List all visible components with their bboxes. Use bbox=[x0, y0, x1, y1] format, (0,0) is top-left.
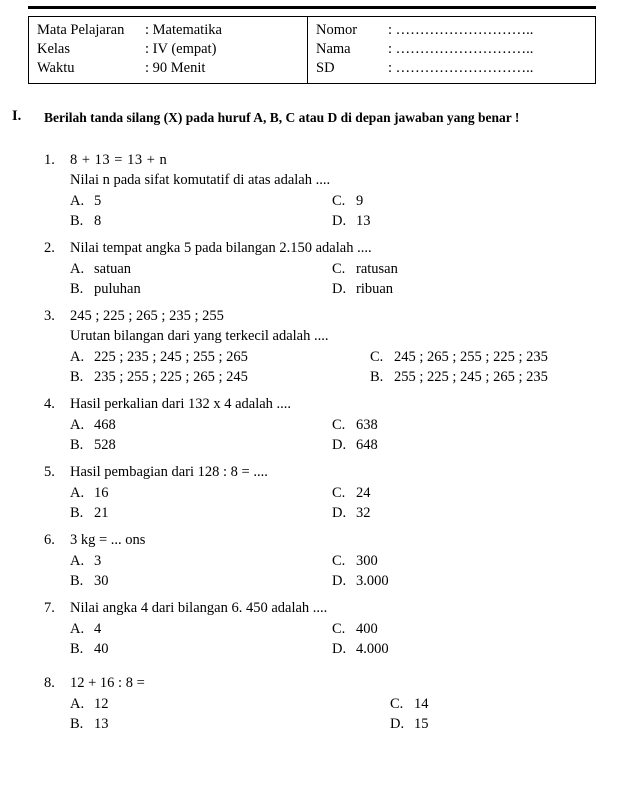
option-text: 13 bbox=[94, 716, 109, 732]
question-number: 8. bbox=[44, 675, 55, 691]
option-d[interactable] bbox=[332, 279, 604, 299]
option-letter: A. bbox=[70, 417, 85, 433]
option-text: 30 bbox=[94, 573, 109, 589]
section-number: I. bbox=[12, 108, 22, 124]
option-text: 255 ; 225 ; 245 ; 265 ; 235 bbox=[394, 369, 548, 385]
option-text: 528 bbox=[94, 437, 116, 453]
question-text: Hasil pembagian dari 128 : 8 = .... bbox=[70, 464, 268, 480]
option-text: 12 bbox=[94, 696, 109, 712]
question-number: 5. bbox=[44, 464, 55, 480]
option-d[interactable] bbox=[370, 367, 604, 387]
option-group bbox=[70, 415, 604, 455]
question-number: 2. bbox=[44, 240, 55, 256]
option-b[interactable] bbox=[70, 367, 370, 387]
question-item bbox=[44, 394, 604, 455]
option-c[interactable] bbox=[370, 347, 604, 367]
option-letter: B. bbox=[70, 505, 84, 521]
option-d[interactable] bbox=[332, 503, 604, 523]
option-d[interactable] bbox=[332, 571, 604, 591]
option-a[interactable] bbox=[70, 619, 332, 639]
header-row-name bbox=[316, 40, 587, 59]
option-letter: C. bbox=[390, 696, 404, 712]
option-text: 40 bbox=[94, 641, 109, 657]
option-letter: B. bbox=[70, 716, 84, 732]
option-group bbox=[70, 619, 604, 659]
header-value-class: : IV (empat) bbox=[145, 41, 217, 57]
question-item bbox=[44, 238, 604, 299]
option-letter: A. bbox=[70, 193, 85, 209]
question-list bbox=[44, 150, 604, 741]
option-letter: A. bbox=[70, 553, 85, 569]
option-letter: D. bbox=[332, 437, 347, 453]
header-row-subject bbox=[37, 21, 299, 40]
option-letter: D. bbox=[332, 213, 347, 229]
option-text: 648 bbox=[356, 437, 378, 453]
option-a[interactable] bbox=[70, 191, 332, 211]
option-c[interactable] bbox=[332, 415, 604, 435]
option-letter: B. bbox=[70, 437, 84, 453]
question-number: 4. bbox=[44, 396, 55, 412]
question-item bbox=[44, 150, 604, 231]
option-text: 225 ; 235 ; 245 ; 255 ; 265 bbox=[94, 349, 248, 365]
option-a[interactable] bbox=[70, 415, 332, 435]
option-group bbox=[70, 694, 604, 734]
question-text: Nilai tempat angka 5 pada bilangan 2.150 adalah .... bbox=[70, 240, 372, 256]
option-letter: A. bbox=[70, 261, 85, 277]
header-value-name: : ……………………….. bbox=[388, 41, 534, 57]
question-number: 1. bbox=[44, 152, 55, 168]
question-subtext: Nilai n pada sifat komutatif di atas adalah .... bbox=[70, 172, 331, 188]
option-d[interactable] bbox=[390, 714, 604, 734]
option-letter: A. bbox=[70, 349, 85, 365]
option-text: puluhan bbox=[94, 281, 141, 297]
option-c[interactable] bbox=[332, 191, 604, 211]
question-item bbox=[44, 598, 604, 659]
option-group bbox=[70, 347, 604, 387]
option-text: 21 bbox=[94, 505, 109, 521]
question-subtext: Urutan bilangan dari yang terkecil adalah .... bbox=[70, 328, 329, 344]
option-text: 5 bbox=[94, 193, 102, 209]
option-letter: D. bbox=[390, 716, 405, 732]
option-text: 16 bbox=[94, 485, 109, 501]
option-a[interactable] bbox=[70, 347, 370, 367]
option-text: 3.000 bbox=[356, 573, 389, 589]
question-text: 12 + 16 : 8 = bbox=[70, 675, 145, 691]
option-letter: D. bbox=[332, 505, 347, 521]
option-group bbox=[70, 259, 604, 299]
option-d[interactable] bbox=[332, 211, 604, 231]
header-row-class bbox=[37, 40, 299, 59]
option-b[interactable] bbox=[70, 279, 332, 299]
header-label-number: Nomor bbox=[316, 22, 358, 38]
option-b[interactable] bbox=[70, 571, 332, 591]
option-d[interactable] bbox=[332, 435, 604, 455]
header-value-time: : 90 Menit bbox=[145, 60, 206, 76]
option-letter: C. bbox=[332, 621, 346, 637]
header-value-subject: : Matematika bbox=[145, 22, 222, 38]
header-label-class: Kelas bbox=[37, 41, 71, 57]
question-text: Nilai angka 4 dari bilangan 6. 450 adalah .... bbox=[70, 600, 328, 616]
option-letter: C. bbox=[332, 553, 346, 569]
option-text: 3 bbox=[94, 553, 102, 569]
option-letter: D. bbox=[332, 281, 347, 297]
option-text: 235 ; 255 ; 225 ; 265 ; 245 bbox=[94, 369, 248, 385]
header-value-number: : ……………………….. bbox=[388, 22, 534, 38]
option-group bbox=[70, 551, 604, 591]
option-a[interactable] bbox=[70, 259, 332, 279]
option-c[interactable] bbox=[332, 619, 604, 639]
option-text: 24 bbox=[356, 485, 371, 501]
question-number: 3. bbox=[44, 308, 55, 324]
section-instruction: Berilah tanda silang (X) pada huruf A, B, C atau D di depan jawaban yang benar ! bbox=[44, 110, 520, 125]
option-letter: B. bbox=[70, 641, 84, 657]
option-letter: B. bbox=[70, 369, 84, 385]
header-row-time bbox=[37, 59, 299, 78]
option-letter: B. bbox=[370, 369, 384, 385]
option-a[interactable] bbox=[70, 551, 332, 571]
header-value-school: : ……………………….. bbox=[388, 60, 534, 76]
option-text: 9 bbox=[356, 193, 364, 209]
header-label-school: SD bbox=[316, 60, 335, 76]
option-letter: C. bbox=[332, 193, 346, 209]
option-letter: D. bbox=[332, 641, 347, 657]
header-row-school bbox=[316, 59, 587, 78]
option-text: satuan bbox=[94, 261, 132, 277]
option-b[interactable] bbox=[70, 211, 332, 231]
option-a[interactable] bbox=[70, 694, 390, 714]
option-text: 4 bbox=[94, 621, 102, 637]
option-b[interactable] bbox=[70, 639, 332, 659]
question-item bbox=[44, 530, 604, 591]
option-c[interactable] bbox=[332, 551, 604, 571]
option-letter: A. bbox=[70, 621, 85, 637]
option-a[interactable] bbox=[70, 483, 332, 503]
option-text: 638 bbox=[356, 417, 378, 433]
option-text: 14 bbox=[414, 696, 429, 712]
option-letter: B. bbox=[70, 281, 84, 297]
option-letter: C. bbox=[332, 485, 346, 501]
option-text: 4.000 bbox=[356, 641, 389, 657]
option-b[interactable] bbox=[70, 435, 332, 455]
question-text: 245 ; 225 ; 265 ; 235 ; 255 bbox=[70, 308, 224, 324]
option-letter: A. bbox=[70, 485, 85, 501]
question-item bbox=[44, 673, 604, 734]
option-b[interactable] bbox=[70, 714, 390, 734]
option-c[interactable] bbox=[332, 259, 604, 279]
question-number: 7. bbox=[44, 600, 55, 616]
option-text: 400 bbox=[356, 621, 378, 637]
question-text: Hasil perkalian dari 132 x 4 adalah .... bbox=[70, 396, 292, 412]
exam-header-table bbox=[28, 16, 596, 84]
header-row-number bbox=[316, 21, 587, 40]
option-letter: C. bbox=[332, 261, 346, 277]
header-left-cell bbox=[29, 17, 307, 83]
option-b[interactable] bbox=[70, 503, 332, 523]
option-d[interactable] bbox=[332, 639, 604, 659]
option-text: 245 ; 265 ; 255 ; 225 ; 235 bbox=[394, 349, 548, 365]
option-text: 8 bbox=[94, 213, 102, 229]
option-letter: C. bbox=[332, 417, 346, 433]
header-label-name: Nama bbox=[316, 41, 351, 57]
option-text: ribuan bbox=[356, 281, 394, 297]
option-text: 13 bbox=[356, 213, 371, 229]
option-text: ratusan bbox=[356, 261, 398, 277]
header-label-time: Waktu bbox=[37, 60, 75, 76]
header-label-subject: Mata Pelajaran bbox=[37, 22, 125, 38]
option-group bbox=[70, 483, 604, 523]
option-letter: C. bbox=[370, 349, 384, 365]
option-letter: B. bbox=[70, 573, 84, 589]
question-item bbox=[44, 462, 604, 523]
question-item bbox=[44, 306, 604, 387]
option-text: 468 bbox=[94, 417, 116, 433]
option-c[interactable] bbox=[332, 483, 604, 503]
header-right-cell bbox=[308, 17, 595, 83]
question-text: 3 kg = ... ons bbox=[70, 532, 146, 548]
option-group bbox=[70, 191, 604, 231]
question-number: 6. bbox=[44, 532, 55, 548]
option-letter: A. bbox=[70, 696, 85, 712]
option-text: 32 bbox=[356, 505, 371, 521]
option-letter: D. bbox=[332, 573, 347, 589]
option-c[interactable] bbox=[390, 694, 604, 714]
option-text: 15 bbox=[414, 716, 429, 732]
question-text: 8 + 13 = 13 + n bbox=[70, 152, 168, 168]
top-rule bbox=[28, 6, 596, 9]
option-text: 300 bbox=[356, 553, 378, 569]
option-letter: B. bbox=[70, 213, 84, 229]
